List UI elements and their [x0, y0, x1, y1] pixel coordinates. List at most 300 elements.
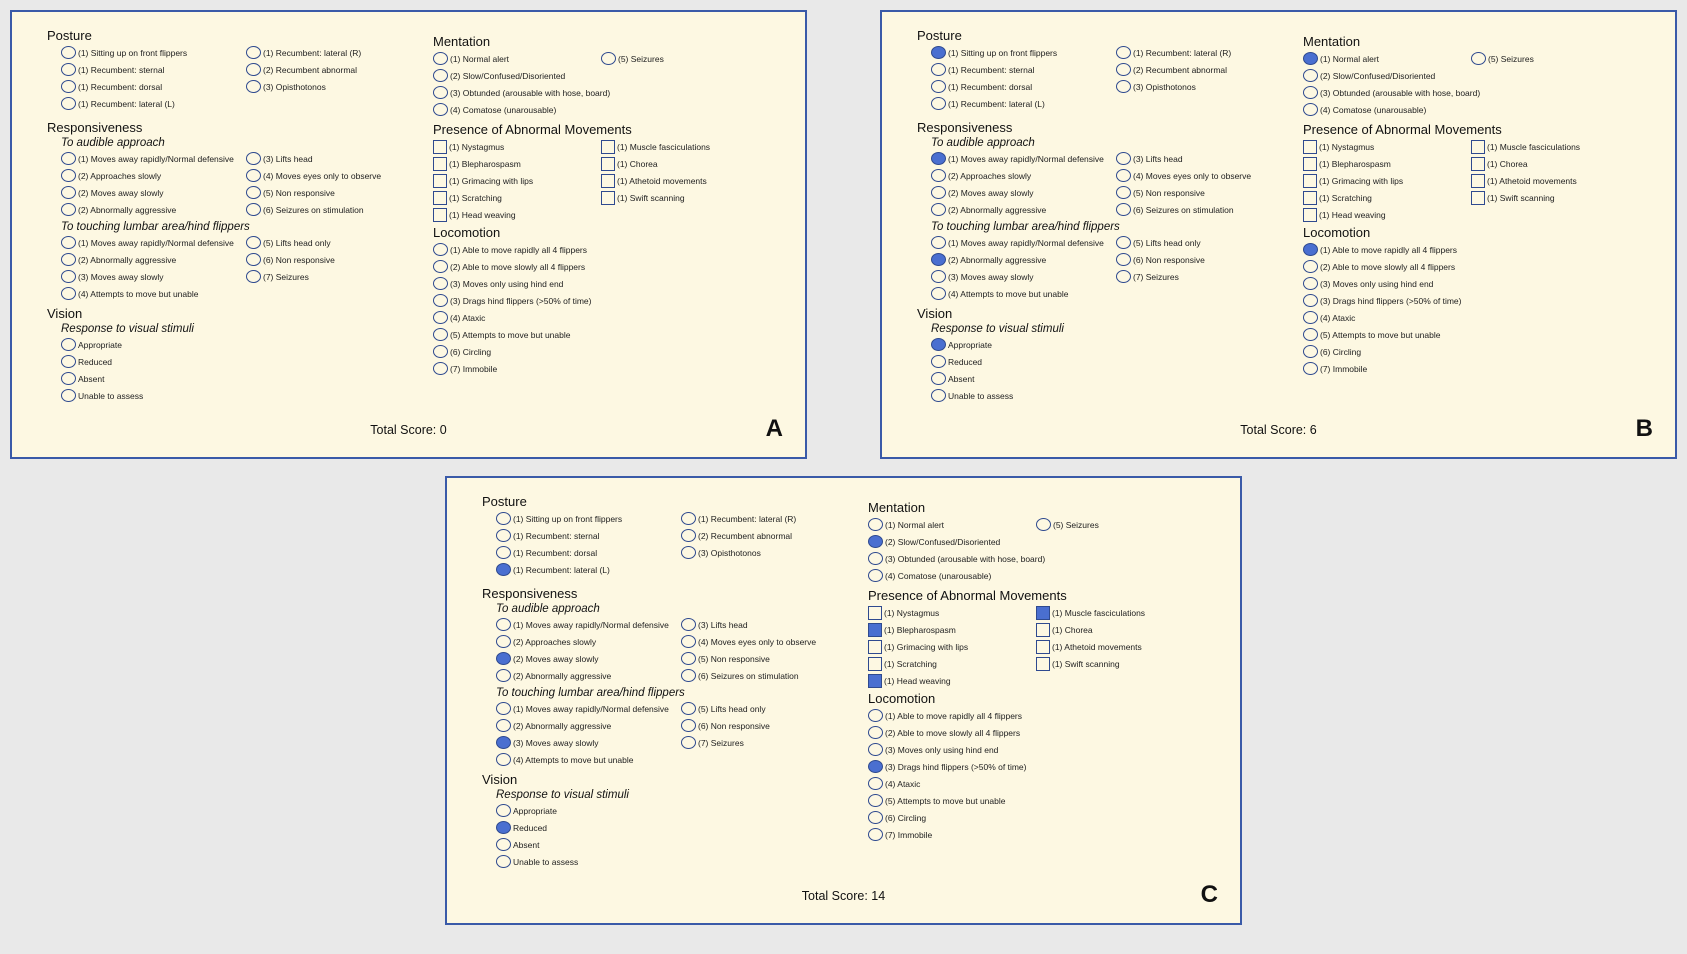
radio-icon[interactable] — [246, 46, 261, 59]
radio-icon[interactable] — [496, 635, 511, 648]
touching-option[interactable] — [1116, 234, 1301, 251]
radio-icon[interactable] — [61, 287, 76, 300]
radio-icon[interactable] — [1303, 260, 1318, 273]
touching-option[interactable] — [496, 700, 681, 717]
posture-option[interactable] — [931, 95, 1116, 112]
radio-icon[interactable] — [61, 152, 76, 165]
radio-icon[interactable] — [246, 169, 261, 182]
abnormal-option[interactable] — [868, 655, 1036, 672]
radio-icon[interactable] — [681, 652, 696, 665]
posture-option[interactable] — [496, 510, 681, 527]
audible-option[interactable] — [496, 616, 681, 633]
radio-icon[interactable] — [61, 270, 76, 283]
checkbox-icon[interactable] — [601, 140, 615, 154]
radio-icon[interactable] — [1116, 152, 1131, 165]
radio-icon[interactable] — [61, 389, 76, 402]
radio-icon[interactable] — [1116, 253, 1131, 266]
abnormal-option[interactable] — [601, 138, 769, 155]
radio-icon[interactable] — [496, 719, 511, 732]
radio-icon[interactable] — [246, 270, 261, 283]
touching-option[interactable] — [61, 251, 246, 268]
touching-option[interactable] — [496, 734, 681, 751]
radio-icon[interactable] — [931, 152, 946, 165]
radio-icon[interactable] — [681, 635, 696, 648]
radio-icon[interactable] — [868, 569, 883, 582]
radio-icon[interactable] — [433, 243, 448, 256]
radio-icon[interactable] — [601, 52, 616, 65]
radio-icon[interactable] — [61, 355, 76, 368]
checkbox-icon[interactable] — [1471, 157, 1485, 171]
touching-option[interactable] — [931, 285, 1116, 302]
radio-icon[interactable] — [433, 345, 448, 358]
checkbox-icon[interactable] — [1303, 140, 1317, 154]
radio-icon[interactable] — [931, 389, 946, 402]
locomotion-option[interactable] — [1303, 292, 1673, 309]
radio-icon[interactable] — [496, 652, 511, 665]
radio-icon[interactable] — [868, 709, 883, 722]
checkbox-icon[interactable] — [1303, 191, 1317, 205]
radio-icon[interactable] — [433, 86, 448, 99]
mentation-option[interactable] — [433, 101, 769, 118]
posture-option[interactable] — [1116, 78, 1301, 95]
vision-option[interactable] — [61, 370, 417, 387]
radio-icon[interactable] — [681, 719, 696, 732]
radio-icon[interactable] — [1303, 362, 1318, 375]
abnormal-option-label: (1) Chorea — [617, 158, 658, 169]
radio-icon[interactable] — [433, 260, 448, 273]
radio-icon[interactable] — [61, 338, 76, 351]
audible-option[interactable] — [246, 201, 431, 218]
abnormal-option[interactable] — [1471, 155, 1639, 172]
locomotion-option[interactable] — [868, 775, 1238, 792]
radio-icon[interactable] — [61, 203, 76, 216]
abnormal-option[interactable] — [1036, 621, 1204, 638]
locomotion-option[interactable] — [868, 707, 1238, 724]
mentation-option[interactable] — [433, 50, 601, 67]
radio-icon[interactable] — [868, 743, 883, 756]
locomotion-option[interactable] — [433, 326, 803, 343]
touching-option[interactable] — [496, 751, 681, 768]
radio-icon[interactable] — [1303, 69, 1318, 82]
abnormal-option[interactable] — [868, 604, 1036, 621]
locomotion-option[interactable] — [868, 826, 1238, 843]
checkbox-icon[interactable] — [1036, 640, 1050, 654]
touching-option[interactable] — [496, 717, 681, 734]
abnormal-option[interactable] — [433, 206, 601, 223]
checkbox-icon[interactable] — [868, 674, 882, 688]
abnormal-option[interactable] — [433, 138, 601, 155]
posture-option[interactable] — [246, 61, 431, 78]
radio-icon[interactable] — [433, 52, 448, 65]
touching-option[interactable] — [61, 285, 246, 302]
locomotion-option[interactable] — [1303, 258, 1673, 275]
radio-icon[interactable] — [1116, 236, 1131, 249]
radio-icon[interactable] — [496, 669, 511, 682]
locomotion-option[interactable] — [1303, 343, 1673, 360]
checkbox-icon[interactable] — [1471, 140, 1485, 154]
radio-icon[interactable] — [433, 277, 448, 290]
radio-icon[interactable] — [868, 811, 883, 824]
abnormal-option[interactable] — [601, 155, 769, 172]
checkbox-icon[interactable] — [601, 157, 615, 171]
audible-option[interactable] — [61, 201, 246, 218]
radio-icon[interactable] — [1116, 80, 1131, 93]
radio-icon[interactable] — [496, 512, 511, 525]
radio-icon[interactable] — [433, 311, 448, 324]
checkbox-icon[interactable] — [868, 657, 882, 671]
touching-option[interactable] — [246, 268, 431, 285]
checkbox-icon[interactable] — [1036, 606, 1050, 620]
radio-icon[interactable] — [681, 546, 696, 559]
posture-option[interactable] — [61, 95, 246, 112]
radio-icon[interactable] — [681, 512, 696, 525]
touching-option[interactable] — [61, 268, 246, 285]
vision-option[interactable] — [61, 353, 417, 370]
radio-icon[interactable] — [1303, 52, 1318, 65]
touching-option[interactable] — [931, 251, 1116, 268]
locomotion-option[interactable] — [1303, 326, 1673, 343]
radio-icon[interactable] — [61, 63, 76, 76]
radio-icon[interactable] — [868, 828, 883, 841]
audible-option[interactable] — [931, 201, 1116, 218]
locomotion-option[interactable] — [433, 343, 803, 360]
locomotion-option[interactable] — [433, 360, 803, 377]
checkbox-icon[interactable] — [1303, 208, 1317, 222]
mentation-option[interactable] — [1303, 50, 1471, 67]
radio-icon[interactable] — [246, 152, 261, 165]
radio-icon[interactable] — [1471, 52, 1486, 65]
audible-option[interactable] — [931, 184, 1116, 201]
radio-icon[interactable] — [61, 372, 76, 385]
audible-option[interactable] — [496, 633, 681, 650]
abnormal-option[interactable] — [1303, 155, 1471, 172]
radio-icon[interactable] — [868, 777, 883, 790]
vision-option[interactable] — [61, 387, 417, 404]
radio-icon[interactable] — [931, 236, 946, 249]
touching-option[interactable] — [61, 234, 246, 251]
radio-icon[interactable] — [496, 529, 511, 542]
audible-option[interactable] — [931, 167, 1116, 184]
radio-icon[interactable] — [681, 618, 696, 631]
radio-icon[interactable] — [61, 186, 76, 199]
posture-option[interactable] — [496, 544, 681, 561]
radio-icon[interactable] — [1036, 518, 1051, 531]
radio-icon[interactable] — [931, 46, 946, 59]
radio-icon[interactable] — [61, 236, 76, 249]
radio-icon[interactable] — [931, 203, 946, 216]
radio-icon[interactable] — [931, 97, 946, 110]
radio-icon[interactable] — [1116, 203, 1131, 216]
radio-icon[interactable] — [931, 372, 946, 385]
locomotion-option-label: (6) Circling — [1320, 346, 1362, 357]
checkbox-icon[interactable] — [601, 191, 615, 205]
checkbox-icon[interactable] — [1471, 191, 1485, 205]
vision-option[interactable] — [931, 370, 1287, 387]
audible-option[interactable] — [246, 150, 431, 167]
touching-option[interactable] — [931, 234, 1116, 251]
touching-option[interactable] — [681, 700, 866, 717]
posture-option[interactable] — [1116, 61, 1301, 78]
abnormal-option[interactable] — [1471, 189, 1639, 206]
radio-icon[interactable] — [931, 355, 946, 368]
radio-icon[interactable] — [931, 287, 946, 300]
abnormal-option[interactable] — [601, 172, 769, 189]
radio-icon[interactable] — [1303, 345, 1318, 358]
mentation-option[interactable] — [868, 550, 1204, 567]
mentation-option-label: (1) Normal alert — [1320, 53, 1380, 64]
abnormal-option[interactable] — [1471, 172, 1639, 189]
posture-option[interactable] — [681, 527, 866, 544]
touching-option[interactable] — [246, 251, 431, 268]
abnormal-option[interactable] — [433, 172, 601, 189]
radio-icon[interactable] — [61, 97, 76, 110]
mentation-option[interactable] — [433, 84, 769, 101]
mentation-option[interactable] — [868, 516, 1036, 533]
checkbox-icon[interactable] — [433, 174, 447, 188]
abnormal-option[interactable] — [433, 155, 601, 172]
radio-icon[interactable] — [1303, 328, 1318, 341]
mentation-option[interactable] — [1471, 50, 1639, 67]
audible-option[interactable] — [496, 667, 681, 684]
audible-option[interactable] — [61, 167, 246, 184]
vision-option[interactable] — [496, 802, 852, 819]
posture-option[interactable] — [1116, 44, 1301, 61]
vision-option[interactable] — [496, 853, 852, 870]
locomotion-option[interactable] — [868, 741, 1238, 758]
radio-icon[interactable] — [868, 760, 883, 773]
checkbox-icon[interactable] — [433, 157, 447, 171]
mentation-option[interactable] — [1036, 516, 1204, 533]
abnormal-option[interactable] — [1471, 138, 1639, 155]
mentation-option[interactable] — [1303, 101, 1639, 118]
radio-icon[interactable] — [496, 702, 511, 715]
radio-icon[interactable] — [931, 270, 946, 283]
audible-option[interactable] — [1116, 167, 1301, 184]
radio-icon[interactable] — [931, 338, 946, 351]
posture-option[interactable] — [246, 44, 431, 61]
checkbox-icon[interactable] — [601, 174, 615, 188]
touching-option[interactable] — [681, 734, 866, 751]
radio-icon[interactable] — [246, 63, 261, 76]
touching-option[interactable] — [1116, 251, 1301, 268]
touching-option[interactable] — [246, 234, 431, 251]
abnormal-option-label: (1) Blepharospasm — [449, 158, 521, 169]
vision-option[interactable] — [931, 387, 1287, 404]
radio-icon[interactable] — [681, 736, 696, 749]
locomotion-option[interactable] — [868, 792, 1238, 809]
radio-icon[interactable] — [681, 529, 696, 542]
checkbox-icon[interactable] — [868, 623, 882, 637]
vision-option[interactable] — [931, 353, 1287, 370]
radio-icon[interactable] — [433, 103, 448, 116]
mentation-option-label: (4) Comatose (unarousable) — [1320, 104, 1427, 115]
audible-option[interactable] — [681, 633, 866, 650]
radio-icon[interactable] — [1116, 186, 1131, 199]
abnormal-option[interactable] — [1036, 638, 1204, 655]
posture-option[interactable] — [496, 561, 681, 578]
abnormal-option[interactable] — [1036, 655, 1204, 672]
locomotion-option[interactable] — [1303, 309, 1673, 326]
mentation-option[interactable] — [1303, 84, 1639, 101]
radio-icon[interactable] — [1303, 294, 1318, 307]
checkbox-icon[interactable] — [1303, 174, 1317, 188]
checkbox-icon[interactable] — [868, 640, 882, 654]
checkbox-icon[interactable] — [1036, 657, 1050, 671]
radio-icon[interactable] — [496, 563, 511, 576]
radio-icon[interactable] — [1116, 270, 1131, 283]
abnormal-option[interactable] — [868, 672, 1036, 689]
audible-option[interactable] — [681, 616, 866, 633]
radio-icon[interactable] — [931, 169, 946, 182]
locomotion-option[interactable] — [1303, 241, 1673, 258]
checkbox-icon[interactable] — [433, 191, 447, 205]
abnormal-option[interactable] — [433, 189, 601, 206]
audible-option[interactable] — [61, 150, 246, 167]
locomotion-option[interactable] — [433, 258, 803, 275]
radio-icon[interactable] — [433, 362, 448, 375]
radio-icon[interactable] — [496, 804, 511, 817]
radio-icon[interactable] — [1116, 169, 1131, 182]
checkbox-icon[interactable] — [1036, 623, 1050, 637]
radio-icon[interactable] — [246, 80, 261, 93]
radio-icon[interactable] — [1116, 46, 1131, 59]
panel-letter: A — [765, 415, 783, 442]
mentation-option[interactable] — [433, 67, 769, 84]
radio-icon[interactable] — [61, 253, 76, 266]
radio-icon[interactable] — [931, 186, 946, 199]
radio-icon[interactable] — [496, 753, 511, 766]
radio-icon[interactable] — [1303, 103, 1318, 116]
radio-icon[interactable] — [931, 63, 946, 76]
mentation-option[interactable] — [868, 567, 1204, 584]
touching-option-label: (2) Abnormally aggressive — [78, 254, 177, 265]
radio-icon[interactable] — [496, 838, 511, 851]
locomotion-option[interactable] — [433, 309, 803, 326]
vision-option[interactable] — [496, 819, 852, 836]
vision-option-label: Reduced — [513, 822, 548, 833]
posture-option[interactable] — [931, 78, 1116, 95]
radio-icon[interactable] — [433, 294, 448, 307]
posture-option[interactable] — [61, 44, 246, 61]
radio-icon[interactable] — [1303, 243, 1318, 256]
radio-icon[interactable] — [496, 855, 511, 868]
audible-option[interactable] — [1116, 150, 1301, 167]
radio-icon[interactable] — [496, 618, 511, 631]
locomotion-option[interactable] — [1303, 275, 1673, 292]
audible-option[interactable] — [61, 184, 246, 201]
radio-icon[interactable] — [1303, 86, 1318, 99]
abnormal-option[interactable] — [868, 621, 1036, 638]
locomotion-option[interactable] — [868, 809, 1238, 826]
mentation-option[interactable] — [601, 50, 769, 67]
locomotion-option-label: (5) Attempts to move but unable — [1320, 329, 1441, 340]
audible-option[interactable] — [246, 167, 431, 184]
radio-icon[interactable] — [1303, 277, 1318, 290]
radio-icon[interactable] — [246, 186, 261, 199]
touching-option[interactable] — [1116, 268, 1301, 285]
mentation-option[interactable] — [868, 533, 1204, 550]
radio-icon[interactable] — [868, 535, 883, 548]
radio-icon[interactable] — [868, 518, 883, 531]
posture-option[interactable] — [496, 527, 681, 544]
radio-icon[interactable] — [931, 80, 946, 93]
radio-icon[interactable] — [681, 669, 696, 682]
audible-option[interactable] — [246, 184, 431, 201]
radio-icon[interactable] — [1116, 63, 1131, 76]
abnormal-option[interactable] — [1303, 172, 1471, 189]
radio-icon[interactable] — [61, 46, 76, 59]
radio-icon[interactable] — [61, 169, 76, 182]
abnormal-option[interactable] — [1303, 189, 1471, 206]
posture-option[interactable] — [931, 61, 1116, 78]
posture-title: Posture — [482, 494, 527, 509]
radio-icon[interactable] — [931, 253, 946, 266]
locomotion-option[interactable] — [868, 758, 1238, 775]
locomotion-option[interactable] — [433, 292, 803, 309]
audible-option[interactable] — [1116, 184, 1301, 201]
vision-option[interactable] — [496, 836, 852, 853]
locomotion-option[interactable] — [1303, 360, 1673, 377]
audible-option[interactable] — [496, 650, 681, 667]
radio-icon[interactable] — [433, 328, 448, 341]
audible-option[interactable] — [1116, 201, 1301, 218]
mentation-option[interactable] — [1303, 67, 1639, 84]
radio-icon[interactable] — [868, 552, 883, 565]
checkbox-icon[interactable] — [868, 606, 882, 620]
radio-icon[interactable] — [868, 794, 883, 807]
radio-icon[interactable] — [496, 546, 511, 559]
radio-icon[interactable] — [433, 69, 448, 82]
audible-option[interactable] — [681, 667, 866, 684]
touching-option[interactable] — [681, 717, 866, 734]
radio-icon[interactable] — [681, 702, 696, 715]
audible-option[interactable] — [681, 650, 866, 667]
radio-icon[interactable] — [246, 236, 261, 249]
radio-icon[interactable] — [61, 80, 76, 93]
abnormal-option[interactable] — [601, 189, 769, 206]
audible-option[interactable] — [931, 150, 1116, 167]
abnormal-option[interactable] — [1036, 604, 1204, 621]
locomotion-option[interactable] — [433, 241, 803, 258]
posture-option[interactable] — [931, 44, 1116, 61]
abnormal-option[interactable] — [868, 638, 1036, 655]
checkbox-icon[interactable] — [1303, 157, 1317, 171]
vision-option[interactable] — [931, 336, 1287, 353]
locomotion-option[interactable] — [868, 724, 1238, 741]
radio-icon[interactable] — [246, 253, 261, 266]
radio-icon[interactable] — [868, 726, 883, 739]
radio-icon[interactable] — [496, 736, 511, 749]
posture-option[interactable] — [681, 544, 866, 561]
checkbox-icon[interactable] — [433, 140, 447, 154]
vision-option[interactable] — [61, 336, 417, 353]
right-column — [1303, 34, 1673, 377]
posture-option[interactable] — [61, 78, 246, 95]
radio-icon[interactable] — [496, 821, 511, 834]
posture-options — [47, 44, 417, 112]
locomotion-option[interactable] — [433, 275, 803, 292]
posture-option[interactable] — [61, 61, 246, 78]
abnormal-option[interactable] — [1303, 138, 1471, 155]
posture-option[interactable] — [246, 78, 431, 95]
touching-option[interactable] — [931, 268, 1116, 285]
radio-icon[interactable] — [1303, 311, 1318, 324]
radio-icon[interactable] — [246, 203, 261, 216]
checkbox-icon[interactable] — [1471, 174, 1485, 188]
posture-option[interactable] — [681, 510, 866, 527]
abnormal-option[interactable] — [1303, 206, 1471, 223]
checkbox-icon[interactable] — [433, 208, 447, 222]
